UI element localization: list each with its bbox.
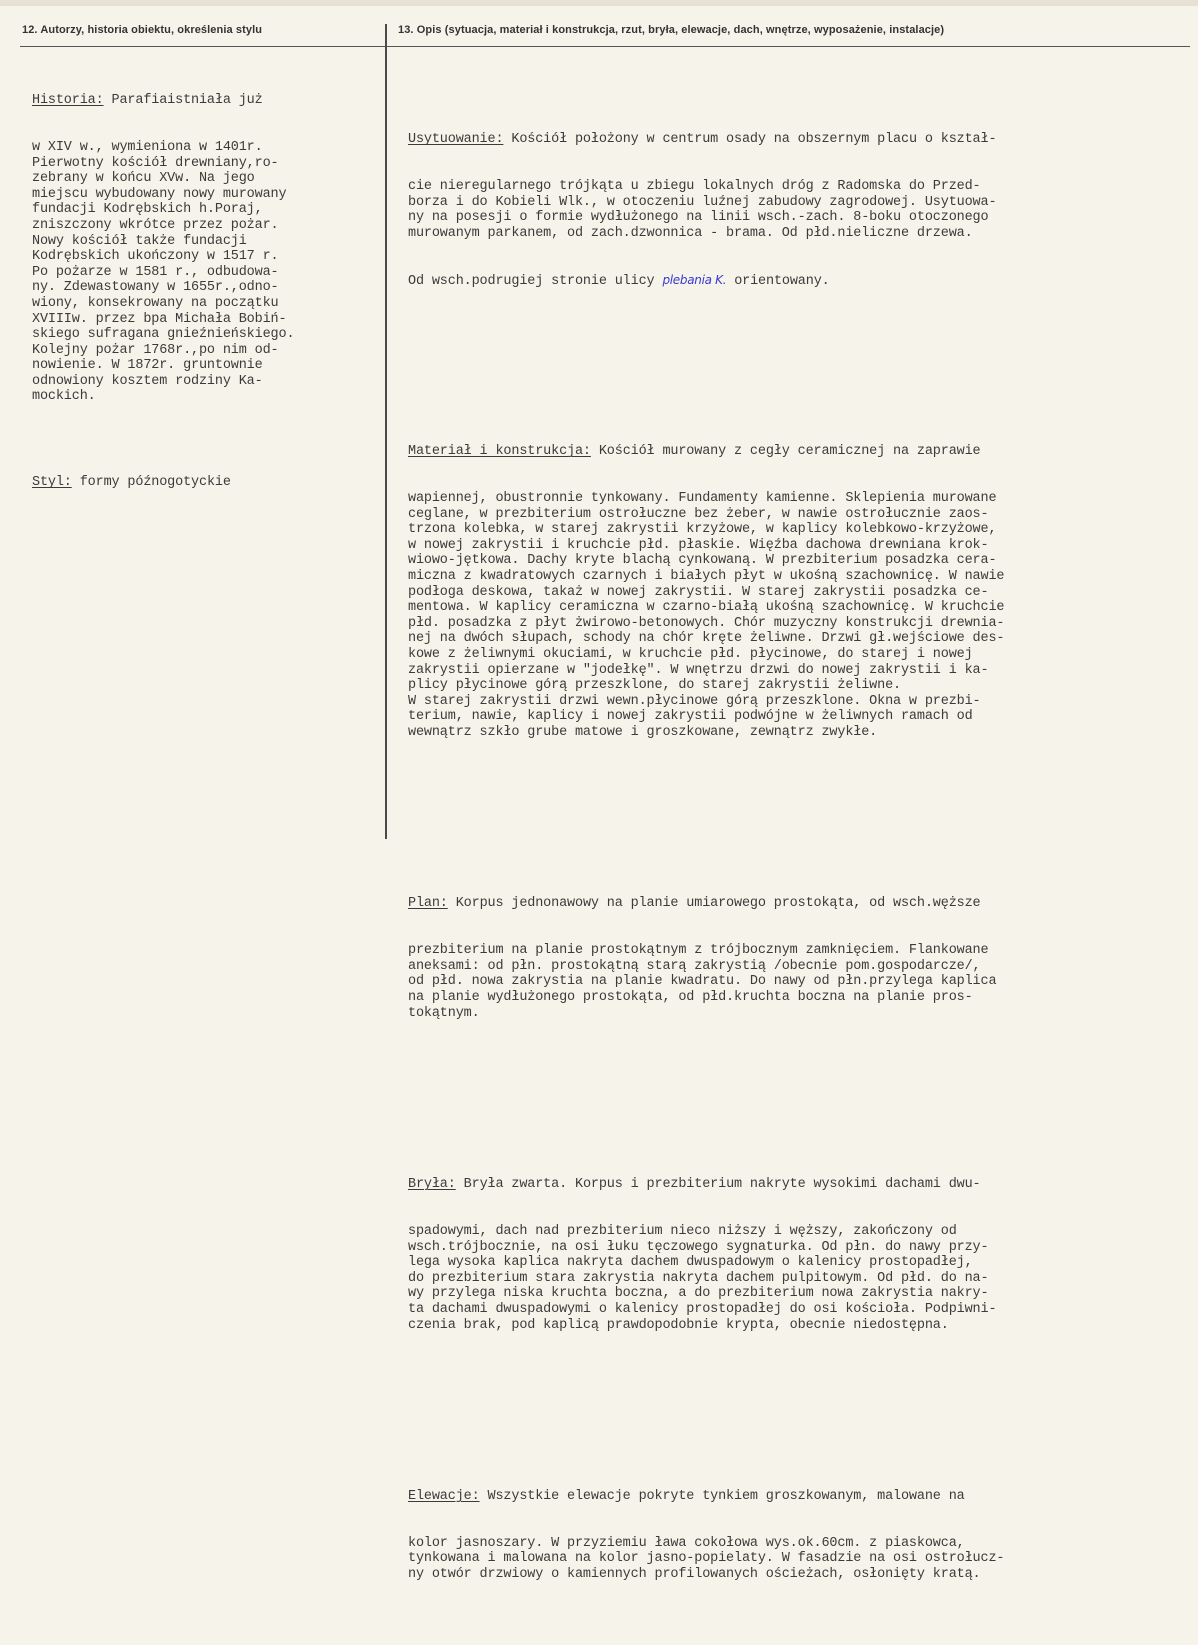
text-line: od płd. nowa zakrystia na planie kwadratu. Do nawy od płn.przylega kaplica bbox=[408, 974, 997, 990]
plan-heading: Plan: bbox=[408, 896, 448, 912]
header-rule bbox=[20, 46, 1190, 47]
text-line: wiowo-jętkowa. Dachy kryte blachą cynkowaną. W prezbiterium posadzka cera- bbox=[408, 553, 997, 569]
historia-body bbox=[32, 140, 382, 405]
text-line: ceglane, w prezbiterium ostrołuczne bez żeber, w nawie ostrołucznie zaos- bbox=[408, 506, 989, 522]
text-line: wy przylega niska kruchta boczna, a do prezbiterium nowa zakrystia nakry- bbox=[408, 1286, 989, 1302]
text-line: murowanym parkanem, od zach.dzwonnica - brama. Od płd.nieliczne drzewa. bbox=[408, 225, 973, 241]
material-heading: Materiał i konstrukcja: bbox=[408, 444, 591, 460]
text-line: zniszczony wkrótce przez pożar. bbox=[32, 217, 279, 233]
text-line: Po pożarze w 1581 r., odbudowa- bbox=[32, 264, 279, 280]
text-line: lega wysoka kaplica nakryta dachem dwuspadowym o kalenicy prostopadłej, bbox=[408, 1255, 973, 1271]
historia-first-line: Historia: Parafiaistniała już bbox=[32, 93, 263, 109]
text-line: XVIIIw. przez bpa Michała Bobiń- bbox=[32, 311, 287, 327]
text-line: miejscu wybudowany nowy murowany bbox=[32, 186, 287, 202]
bryla-section: Bryła: Bryła zwarta. Korpus i prezbiterium nakryte wysokimi dachami dwu- spadowymi, dach nad prezbiterium nieco niższy i węższy, zakończony od wsch.trójbocznie, na osi łuku tęczowego sygnaturka. Od płn. do nawy przy- lega wysoka kaplica nakryta dachem dwuspadowym o kalenicy prostopadłej, do prezbiterium stara zakrystia nakryta dachem pulpitowym. Od płd. do na- wy przylega niska kruchta boczna, a do prezbiterium nowa zakrystia nakry- ta dachami dwuspadowymi o kalenicy prostopadłej do osi kościoła. Podpiwni- czenia brak, pod kaplicą prawdopodobnie krypta, obecnie niedostępna. bbox=[408, 1146, 1188, 1364]
text-line: wewnątrz szkło grube matowe i groszkowane, zewnątrz zwykłe. bbox=[408, 724, 878, 740]
text-line: wsch.trójbocznie, na osi łuku tęczowego sygnaturka. Od płn. do nawy przy- bbox=[408, 1239, 989, 1255]
text-line: spadowymi, dach nad prezbiterium nieco niższy i węższy, zakończony od bbox=[408, 1223, 957, 1239]
text-line: plicy płycinowe górą przeszklone, do starej zakrystii żeliwne. bbox=[408, 678, 901, 694]
text-line: prezbiterium na planie prostokątnym z trójbocznym zamknięciem. Flankowane bbox=[408, 943, 989, 959]
text-line: trzona kolebka, w starej zakrystii krzyżowe, w kaplicy kolebkowo-krzyżowe, bbox=[408, 522, 997, 538]
text-line: nowienie. W 1872r. gruntownie bbox=[32, 358, 263, 374]
text-line: mockich. bbox=[32, 389, 96, 405]
usytuowanie-heading: Usytuowanie: bbox=[408, 132, 504, 148]
text-line: zakrystii opierzane w "jodełkę". W wnętrzu drzwi do nowej zakrystii i ka- bbox=[408, 662, 989, 678]
text-line: borza i do Kobieli Wlk., w otoczeniu luźnej zabudowy zagrodowej. Usytuowa- bbox=[408, 194, 997, 210]
text-line: czenia brak, pod kaplicą prawdopodobnie krypta, obecnie niedostępna. bbox=[408, 1317, 949, 1333]
text-line: w XIV w., wymieniona w 1401r. bbox=[32, 139, 263, 155]
handwritten-note: plebania K. bbox=[662, 272, 727, 287]
text-line: aneksami: od płn. prostokątną starą zakrystią /obecnie pom.gospodarcze/, bbox=[408, 958, 981, 974]
column-divider bbox=[385, 24, 387, 839]
text-line: mentowa. W kaplicy ceramiczna w czarno-białą ukośną szachownicę. W kruchcie bbox=[408, 600, 1005, 616]
section-13-header: 13. Opis (sytuacja, materiał i konstrukcja, rzut, bryła, elewacje, dach, wnętrze, wyposażenie, instalacje) bbox=[398, 24, 945, 36]
text-line: na planie wydłużonego prostokąta, od płd.kruchta boczna na planie pros- bbox=[408, 990, 973, 1006]
text-line: nej na dwóch słupach, schody na chór kręte żeliwne. Drzwi gł.wejściowe des- bbox=[408, 631, 1005, 647]
text-line: ny otwór drzwiowy o kamiennych profilowanych ościeżach, osłonięty kratą. bbox=[408, 1567, 981, 1582]
text-line: terium, nawie, kaplicy i nowej zakrystii podwójne w żeliwnych ramach od bbox=[408, 709, 973, 725]
text-line: W starej zakrystii drzwi wewn.płycinowe górą przeszklone. Okna w prezbi- bbox=[408, 693, 981, 709]
text-line: płd. posadzka z płyt żwirowo-betonowych. Chór muzyczny konstrukcji drewnia- bbox=[408, 615, 1005, 631]
section-12-header: 12. Autorzy, historia obiektu, określenia stylu bbox=[22, 24, 263, 36]
text-line: Kolejny pożar 1768r.,po nim od- bbox=[32, 342, 279, 358]
text-line: w nowej zakrystii i kruchcie płd. płaskie. Więźba dachowa drewniana krok- bbox=[408, 537, 989, 553]
text-line: skiego sufragana gnieźnieńskiego. bbox=[32, 327, 295, 343]
sheet-top-edge bbox=[0, 0, 1198, 6]
styl-line: Styl: formy późnogotyckie bbox=[32, 475, 231, 491]
text-line: Nowy kościół także fundacji bbox=[32, 233, 247, 249]
text-line: ny. Zdewastowany w 1655r.,odno- bbox=[32, 280, 279, 296]
text-line: wiony, konsekrowany na początku bbox=[32, 295, 279, 311]
text-line: Pierwotny kościół drewniany,ro- bbox=[32, 155, 279, 171]
text-line: zebrany w końcu XVw. Na jego bbox=[32, 171, 255, 187]
text-line: cie nieregularnego trójkąta u zbiegu lokalnych dróg z Radomska do Przed- bbox=[408, 179, 981, 195]
text-line: podłoga deskowa, takaż w nowej zakrystii. W starej zakrystii posadzka ce- bbox=[408, 584, 989, 600]
plan-section: Plan: Korpus jednonawowy na planie umiarowego prostokąta, od wsch.węższe prezbiterium na planie prostokątnym z trójbocznym zamknięciem. Flankowane aneksami: od płn. prostokątną starą zakrystią /obecnie pom.gospodarcze/, od płd. nowa zakrystia na planie kwadratu. Do nawy od płn.przylega kaplica na planie wydłużonego prostokąta, od płd.kruchta boczna na planie pros- tokątnym. bbox=[408, 865, 1188, 1052]
material-section: Materiał i konstrukcja: Kościół murowany z cegły ceramicznej na zaprawie wapiennej, obustronnie tynkowany. Fundamenty kamienne. Sklepienia murowane ceglane, w prezbiterium ostrołuczne bez żeber, w nawie ostrołucznie zaos- trzona kolebka, w starej zakrystii krzyżowe, w kaplicy kolebkowo-krzyżowe, w nowej zakrystii i kruchcie płd. płaskie. Więźba dachowa drewniana krok- wiowo-jętkowa. Dachy kryte blachą cynkowaną. W prezbiterium posadzka cera- miczna z kwadratowych czarnych i białych płyt w ukośną szachownicę. W nawie podłoga deskowa, takaż w nowej zakrystii. W starej zakrystii posadzka ce- mentowa. W kaplicy ceramiczna w czarno-białą ukośną szachownicę. W kruchcie płd. posadzka z płyt żwirowo-betonowych. Chór muzyczny konstrukcji drewnia- nej na dwóch słupach, schody na chór kręte żeliwne. Drzwi gł.wejściowe des- kowe z żeliwnymi okuciami, w kruchcie płd. płycinowe, do starej i nowej zakrystii opierzane w "jodełkę". W wnętrzu drzwi do nowej zakrystii i ka- plicy płycinowe górą przeszklone, do starej zakrystii żeliwne. W starej zakrystii drzwi wewn.płycinowe górą przeszklone. Okna w prezbi- terium, nawie, kaplicy i nowej zakrystii podwójne w żeliwnych ramach od wewnątrz szkło grube matowe i groszkowane, zewnątrz zwykłe. bbox=[408, 413, 1188, 772]
text-line: odnowiony kosztem rodziny Ka- bbox=[32, 373, 263, 389]
text-line: tokątnym. bbox=[408, 1005, 480, 1021]
text-line: ny na posesji o formie wydłużonego na linii wsch.-zach. 8-boku otoczonego bbox=[408, 210, 989, 226]
text-line: wapiennej, obustronnie tynkowany. Fundamenty kamienne. Sklepienia murowane bbox=[408, 491, 997, 507]
usytuowanie-section: Usytuowanie: Kościół położony w centrum osady na obszernym placu o kształ- cie nieregularnego trójkąta u zbiegu lokalnych dróg z Radomska do Przed- borza i do Kobieli Wlk., w otoczeniu luźnej zabudowy zagrodowej. Usytuowa- ny na posesji o formie wydłużonego na linii wsch.-zach. 8-boku otoczonego murowanym parkanem, od zach.dzwonnica - brama. Od płd.nieliczne drzewa. Od wsch.podrugiej stronie ulicy plebania K. orientowany. bbox=[408, 101, 1188, 319]
text-line: fundacji Kodrębskich h.Poraj, bbox=[32, 202, 263, 218]
text-line: kolor jasnoszary. W przyziemiu ława cokołowa wys.ok.60cm. z piaskowca, bbox=[408, 1535, 965, 1551]
text-line: Kodrębskich ukończony w 1517 r. bbox=[32, 249, 279, 265]
text-line: tynkowana i malowana na kolor jasno-popielaty. W fasadzie na osi ostrołucz- bbox=[408, 1551, 1005, 1567]
text-line: miczna z kwadratowych czarnych i białych płyt w ukośną szachownicę. W nawie bbox=[408, 569, 1005, 584]
description-column bbox=[408, 70, 1188, 1645]
elewacje-section: Elewacje: Wszystkie elewacje pokryte tynkiem groszkowanym, malowane na kolor jasnoszary. W przyziemiu ława cokołowa wys.ok.60cm. z piaskowca, tynkowana i malowana na kolor jasno-popielaty. W fasadzie na osi ostrołucz- ny otwór drzwiowy o kamiennych profilowanych ościeżach, osłonięty kratą. bbox=[408, 1458, 1188, 1614]
text-line: kowe z żeliwnymi okuciami, w kruchcie płd. płycinowe, do starej i nowej bbox=[408, 646, 973, 662]
history-column bbox=[32, 62, 382, 522]
elewacje-heading: Elewacje: bbox=[408, 1489, 480, 1505]
bryla-heading: Bryła: bbox=[408, 1177, 456, 1193]
styl-heading: Styl: bbox=[32, 475, 72, 491]
historia-heading: Historia: bbox=[32, 93, 104, 109]
text-line: do prezbiterium stara zakrystia nakryta dachem pulpitowym. Od płd. do na- bbox=[408, 1270, 989, 1286]
text-line: ta dachami dwuspadowymi o kalenicy prostopadłej do osi kościoła. Podpiwni- bbox=[408, 1301, 997, 1317]
